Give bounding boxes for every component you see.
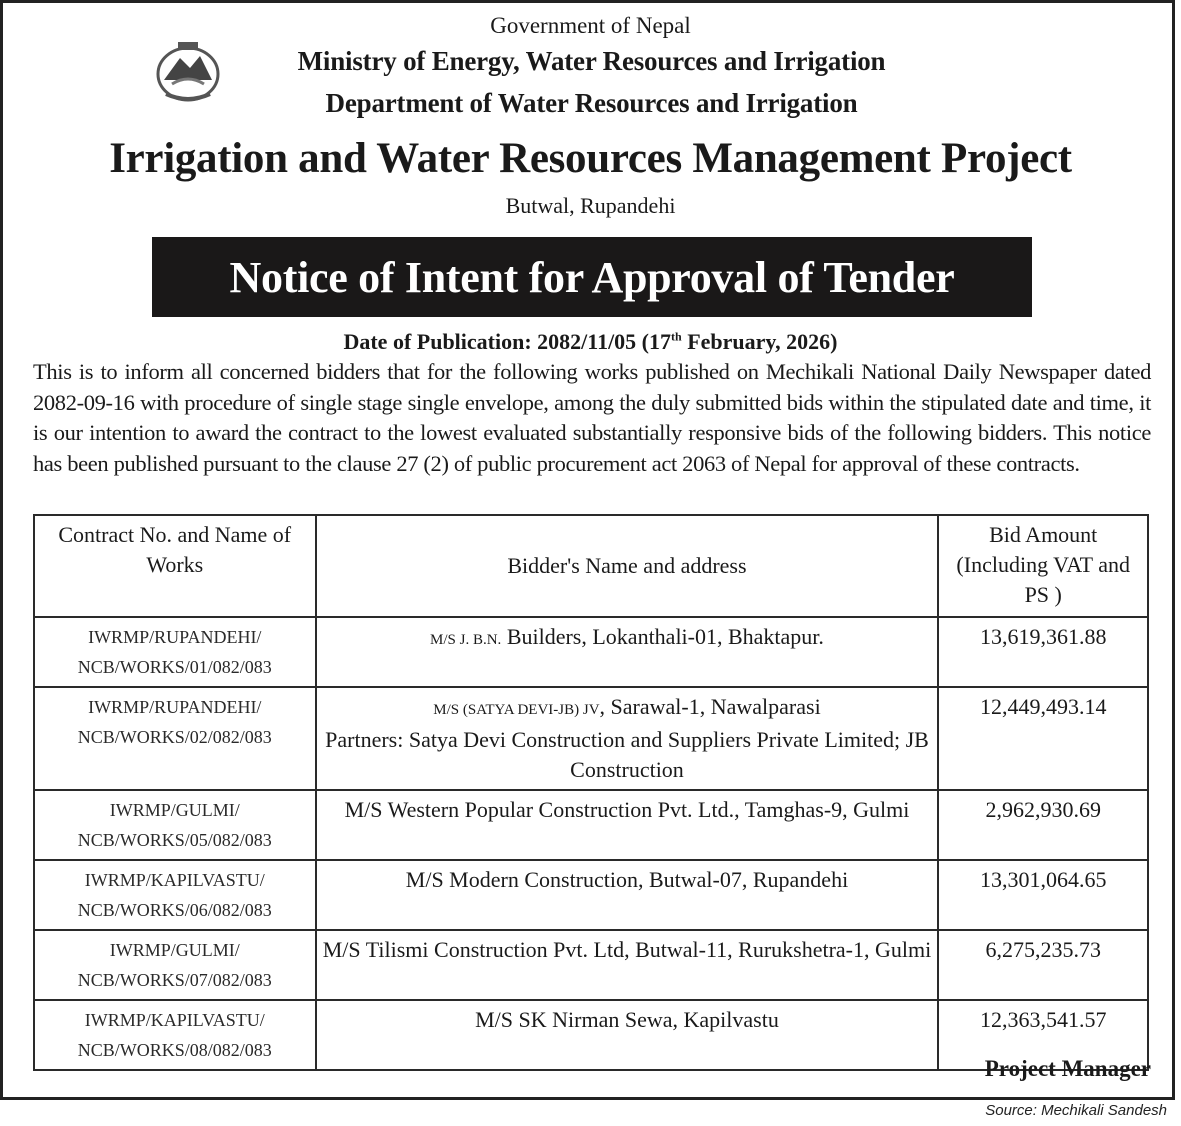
table-row [34, 790, 1148, 860]
bid-amount: 2,962,930.69 [938, 790, 1148, 860]
source-credit: Source: Mechikali Sandesh [985, 1102, 1167, 1119]
project-location: Butwal, Rupandehi [505, 193, 676, 218]
contract-number: IWRMP/RUPANDEHI/ NCB/WORKS/02/082/083 [34, 687, 316, 790]
ministry-name: Ministry of Energy, Water Resources and Irrigation [297, 46, 886, 76]
table-row [34, 930, 1148, 1000]
bid-amount: 12,363,541.57 [938, 1000, 1148, 1070]
notice-title: Notice of Intent for Approval of Tender [229, 252, 955, 302]
bid-amount: 12,449,493.14 [938, 687, 1148, 790]
contract-number: IWRMP/RUPANDEHI/ NCB/WORKS/01/082/083 [34, 617, 316, 687]
header-bidder: Bidder's Name and address [316, 515, 939, 617]
header-amount: Bid Amount (Including VAT and PS ) [938, 515, 1148, 617]
project-title: Irrigation and Water Resources Management Project [109, 135, 1072, 182]
contract-number: IWRMP/GULMI/ NCB/WORKS/07/082/083 [34, 930, 316, 1000]
table-row [34, 1000, 1148, 1070]
department-name: Department of Water Resources and Irrigation [325, 88, 858, 118]
bidder-name: M/S SK Nirman Sewa, Kapilvastu [316, 1000, 939, 1070]
contract-number: IWRMP/KAPILVASTU/ NCB/WORKS/06/082/083 [34, 860, 316, 930]
government-name: Government of Nepal [490, 13, 691, 38]
bid-amount: 13,301,064.65 [938, 860, 1148, 930]
bidder-name: M/S Tilismi Construction Pvt. Ltd, Butwal-11, Rurukshetra-1, Gulmi [316, 930, 939, 1000]
nepal-emblem-icon [150, 40, 226, 104]
table-row [34, 860, 1148, 930]
contract-number: IWRMP/KAPILVASTU/ NCB/WORKS/08/082/083 [34, 1000, 316, 1070]
bidder-name: M/S Modern Construction, Butwal-07, Rupandehi [316, 860, 939, 930]
table-row [34, 617, 1148, 687]
bid-amount: 6,275,235.73 [938, 930, 1148, 1000]
bidder-name: M/S (SATYA DEVI-JB) JV, Sarawal-1, Nawalparasi Partners: Satya Devi Construction and Suppliers Private Limited; JB Construction [316, 687, 939, 790]
signature-project-manager: Project Manager [984, 1056, 1151, 1081]
bid-amount: 13,619,361.88 [938, 617, 1148, 687]
bidder-name: M/S Western Popular Construction Pvt. Ltd., Tamghas-9, Gulmi [316, 790, 939, 860]
notice-title-banner [152, 237, 1032, 317]
bidder-name: M/S J. B.N. Builders, Lokanthali-01, Bhaktapur. [316, 617, 939, 687]
bid-table [33, 514, 1149, 1071]
publication-date: Date of Publication: 2082/11/05 (17th February, 2026) [343, 329, 838, 354]
table-row [34, 687, 1148, 790]
intro-paragraph: This is to inform all concerned bidders that for the following works published on Mechikali National Daily Newspaper dated 2082-09-16 with procedure of single stage single envelope, among the duly submitted bids within the stipulated date and time, it is our intention to award the contract to the lowest evaluated substantially responsive bids of the following bidders. This notice has been published pursuant to the clause 27 (2) of public procurement act 2063 of Nepal for approval of these contracts. [33, 359, 1151, 476]
header-contract: Contract No. and Name of Works [34, 515, 316, 617]
table-header-row [34, 515, 1148, 617]
contract-number: IWRMP/GULMI/ NCB/WORKS/05/082/083 [34, 790, 316, 860]
